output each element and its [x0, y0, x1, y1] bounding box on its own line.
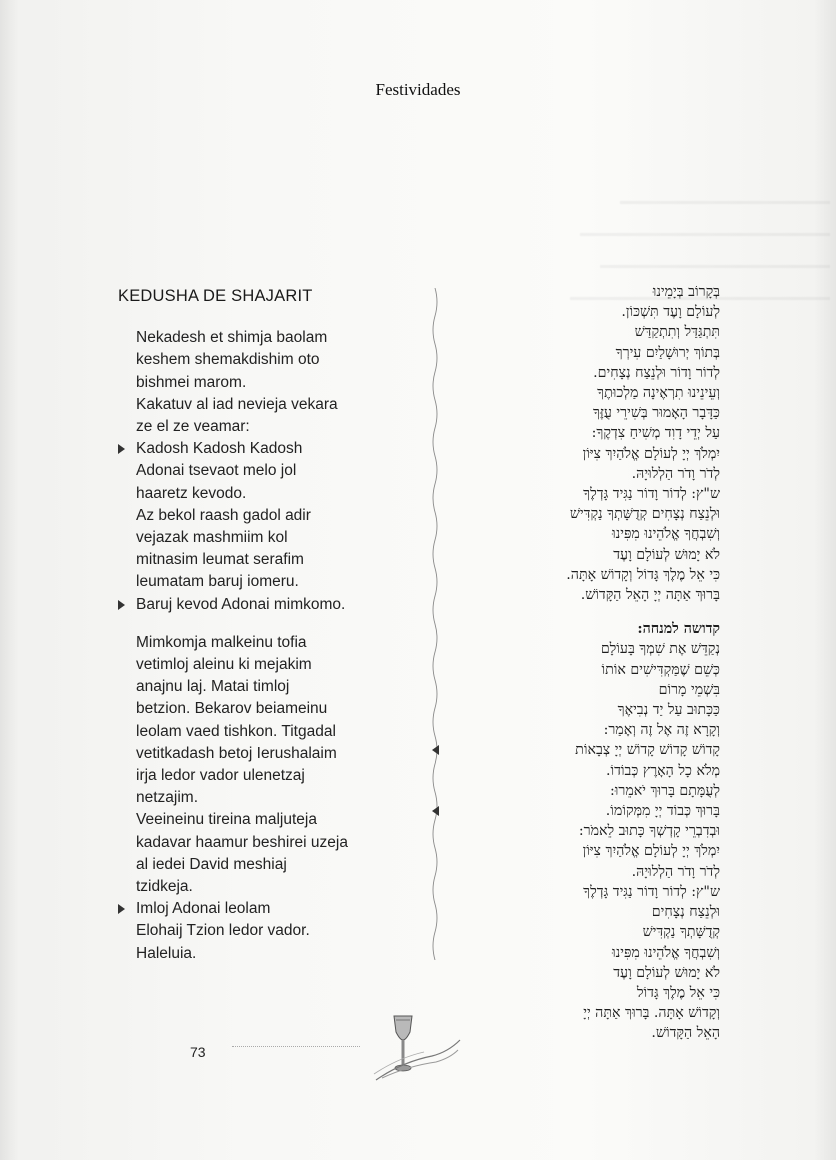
hebrew-line-text: קָדוֹשׁ קָדוֹשׁ קָדוֹשׁ יְיָ צְבָאוֹת [575, 742, 720, 759]
text-line [118, 676, 418, 698]
text-line [118, 394, 418, 416]
hebrew-line [458, 302, 720, 322]
hebrew-line [458, 700, 720, 720]
text-line [118, 743, 418, 765]
hebrew-line-text: כִּי אֵל מֶלֶךְ גָּדוֹל [636, 984, 720, 1001]
hebrew-line [458, 565, 720, 585]
line-text: haaretz kevodo. [136, 484, 247, 502]
hebrew-line [458, 545, 720, 565]
hebrew-line-text: לְעוֹלָם וָעֶד תִּשְׁכּוֹן. [621, 304, 720, 321]
hebrew-line [458, 943, 720, 963]
text-line [118, 876, 418, 898]
text-line [118, 327, 418, 349]
hebrew-line-text: וְקָדוֹשׁ אָתָּה. בָּרוּךְ אַתָּה יְיָ [583, 1005, 720, 1022]
hebrew-line [458, 282, 720, 302]
hebrew-line [458, 801, 720, 821]
text-line [118, 832, 418, 854]
congregation-marker-icon [118, 600, 125, 610]
line-text: Mimkomja malkeinu tofia [136, 633, 307, 651]
text-line [118, 632, 418, 654]
hebrew-line-text: בְּקָרוֹב בְּיָמֵינוּ [652, 284, 720, 300]
hebrew-line [458, 444, 720, 464]
hebrew-line [458, 781, 720, 801]
text-line [118, 483, 418, 505]
page-header-title: Festividades [375, 80, 461, 99]
text-line [118, 594, 418, 616]
text-line [118, 527, 418, 549]
hebrew-line-text: כַּדָּבָר הָאָמוּר בְּשִׁירֵי עֻזֶּךָ [592, 405, 720, 422]
hebrew-line [458, 403, 720, 423]
line-text: Veeineinu tireina maljuteja [136, 811, 317, 829]
line-text: Baruj kevod Adonai mimkomo. [136, 595, 346, 613]
text-line [118, 372, 418, 394]
line-text: anajnu laj. Matai timloj [136, 678, 290, 696]
transliteration-paragraph [118, 632, 418, 965]
line-text: Adonai tsevaot melo jol [136, 462, 297, 480]
hebrew-line [458, 383, 720, 403]
hebrew-line-text: יִמְלֹךְ יְיָ לְעוֹלָם אֱלֹהַיִךְ צִיּוֹן [582, 843, 720, 860]
text-line [118, 416, 418, 438]
hebrew-line [458, 882, 720, 902]
hebrew-block-minja [458, 639, 720, 1043]
wavy-column-divider [428, 288, 442, 960]
line-text: vetimloj aleinu ki mejakim [136, 656, 312, 674]
line-text: Az bekol raash gadol adir [136, 506, 311, 524]
hebrew-line [458, 343, 720, 363]
line-text: mitnasim leumat serafim [136, 551, 304, 569]
line-text: Nekadesh et shimja baolam [136, 329, 328, 347]
text-line [118, 787, 418, 809]
hebrew-line [458, 963, 720, 983]
hebrew-line [458, 902, 720, 922]
hebrew-block-shajarit [458, 282, 720, 605]
hebrew-line [458, 720, 720, 740]
hebrew-line-text: נְקַדֵּשׁ אֶת שִׁמְךָ בָּעוֹלָם [600, 641, 720, 658]
hebrew-line-text: וְשִׁבְחֲךָ אֱלֹהֵינוּ מִפִּינוּ [612, 526, 720, 543]
transliteration-paragraph [118, 327, 418, 616]
hebrew-line [458, 639, 720, 659]
hebrew-line [458, 680, 720, 700]
text-line [118, 571, 418, 593]
text-line [118, 505, 418, 527]
congregation-marker-icon [118, 444, 125, 454]
line-text: leumatam baruj iomeru. [136, 573, 299, 591]
section-title: KEDUSHA DE SHAJARIT [118, 287, 313, 305]
text-line [118, 898, 418, 920]
text-line [118, 698, 418, 720]
hebrew-section-title: קדושה למנחה: [637, 621, 720, 638]
hebrew-line-text: לְדֹר וָדֹר הַלְלוּיָהּ. [631, 863, 720, 880]
line-text: kadavar haamur beshirei uzeja [136, 833, 348, 851]
congregation-marker-icon [432, 806, 439, 816]
text-line [118, 920, 418, 942]
hebrew-line [458, 1003, 720, 1023]
text-line [118, 460, 418, 482]
hebrew-line [458, 983, 720, 1003]
line-text: al iedei David meshiaj [136, 855, 287, 873]
hebrew-line-text: בָּרוּךְ אַתָּה יְיָ הָאֵל הַקָּדוֹשׁ. [580, 587, 720, 604]
hebrew-line-text: לְדוֹר וָדוֹר וּלְנֵצַח נְצָחִים. [593, 364, 720, 381]
hebrew-line-text: יִמְלֹךְ יְיָ לְעוֹלָם אֱלֹהַיִךְ צִיּוֹן [582, 445, 720, 462]
hebrew-line-text: הָאֵל הַקָּדוֹשׁ. [651, 1025, 720, 1042]
text-line [118, 721, 418, 743]
hebrew-line [458, 504, 720, 524]
hebrew-line [458, 464, 720, 484]
line-text: Kadosh Kadosh Kadosh [136, 440, 303, 458]
hebrew-line-text: וְקָרָא זֶה אֶל זֶה וְאָמַר: [603, 722, 720, 739]
hebrew-line-text: ש"ץ: לְדוֹר וָדוֹר נַגִּיד גָּדְלֶךָ [583, 883, 720, 900]
line-text: Kakatuv al iad nevieja vekara [136, 395, 338, 413]
text-line [118, 809, 418, 831]
hebrew-line [458, 841, 720, 861]
line-text: tzidkeja. [136, 878, 193, 896]
footer-dotted-rule [232, 1046, 360, 1047]
hebrew-line [458, 821, 720, 841]
line-text: vejazak mashmiim kol [136, 529, 288, 547]
hebrew-line-text: כְּשֵׁם שֶׁמַּקְדִּישִׁים אוֹתוֹ [601, 661, 720, 678]
congregation-marker-icon [432, 745, 439, 755]
hebrew-line [458, 660, 720, 680]
hebrew-line [458, 322, 720, 342]
line-text: Imloj Adonai leolam [136, 900, 271, 918]
hebrew-line [458, 524, 720, 544]
line-text: ze el ze veamar: [136, 418, 250, 436]
text-line [118, 943, 418, 965]
hebrew-line-text: עַל יְדֵי דָוִד מְשִׁיחַ צִדְקֶךָ: [591, 425, 720, 442]
hebrew-line-text: בִּשְׁמֵי מָרוֹם [658, 681, 720, 698]
hebrew-line-text: קְדֻשָּׁתְךָ נַקְדִּישׁ [642, 924, 720, 941]
hebrew-line [458, 484, 720, 504]
hebrew-line [458, 740, 720, 760]
hebrew-line [458, 761, 720, 781]
text-line [118, 854, 418, 876]
text-line [118, 765, 418, 787]
hebrew-line-text: וּלְנֵצַח נְצָחִים קְדֻשָּׁתְךָ נַקְדִּישׁ [569, 506, 720, 523]
page-edge-shadow-left [0, 0, 18, 1160]
hebrew-line-text: וּלְנֵצַח נְצָחִים [651, 904, 720, 921]
line-text: irja ledor vador ulenetzaj [136, 767, 305, 785]
transliteration-paragraphs [118, 327, 418, 965]
hebrew-line-text: וְעֵינֵינוּ תִרְאֶינָה מַלְכוּתֶךָ [597, 385, 720, 402]
hebrew-line-text: מְלֹא כָל הָאָרֶץ כְּבוֹדוֹ. [605, 762, 720, 779]
hebrew-line-text: בָּרוּךְ כְּבוֹד יְיָ מִמְּקוֹמוֹ. [605, 803, 720, 820]
page-edge-shadow-right [814, 0, 836, 1160]
hebrew-line-text: בְּתוֹךְ יְרוּשָׁלַיִם עִירְךָ [615, 344, 720, 361]
hebrew-line [458, 585, 720, 605]
hebrew-line-text: וְשִׁבְחֲךָ אֱלֹהֵינוּ מִפִּינוּ [612, 944, 720, 961]
hebrew-line [458, 423, 720, 443]
hebrew-line-text: וּבְדִבְרֵי קָדְשְׁךָ כָּתוּב לֵאמֹר: [578, 823, 720, 840]
hebrew-line-text: כִּי אֵל מֶלֶךְ גָּדוֹל וְקָדוֹשׁ אָתָּה. [566, 566, 720, 583]
hebrew-line [458, 922, 720, 942]
line-text: leolam vaed tishkon. Titgadal [136, 722, 336, 740]
hebrew-line-text: לֹא יָמוּשׁ לְעוֹלָם וָעֶד [613, 546, 720, 563]
text-line [118, 438, 418, 460]
text-line [118, 654, 418, 676]
line-text: netzajim. [136, 789, 199, 807]
line-text: Haleluia. [136, 944, 197, 962]
text-line [118, 349, 418, 371]
line-text: bishmei marom. [136, 373, 247, 391]
kiddush-cup-icon [372, 1010, 462, 1082]
page-number: 73 [190, 1044, 206, 1060]
hebrew-column [458, 282, 720, 1044]
line-text: vetitkadash betoj Ierushalaim [136, 744, 337, 762]
hebrew-line [458, 862, 720, 882]
hebrew-line-text: לְדֹר וָדֹר הַלְלוּיָהּ. [631, 465, 720, 482]
hebrew-line-text: לְעֻמָּתָם בָּרוּךְ יֹאמֵרוּ: [609, 782, 720, 799]
hebrew-line-text: תִּתְגַּדַּל וְתִתְקַדַּשׁ [634, 324, 720, 341]
congregation-marker-icon [118, 904, 125, 914]
hebrew-line-text: ש"ץ: לְדוֹר וָדוֹר נַגִּיד גָּדְלֶךָ [583, 486, 720, 503]
hebrew-line-text: לֹא יָמוּשׁ לְעוֹלָם וָעֶד [613, 964, 720, 981]
line-text: betzion. Bekarov beiameinu [136, 700, 328, 718]
text-line [118, 549, 418, 571]
line-text: Elohaij Tzion ledor vador. [136, 922, 310, 940]
transliteration-column [118, 285, 418, 981]
hebrew-line [458, 363, 720, 383]
line-text: keshem shemakdishim oto [136, 351, 320, 369]
hebrew-line [458, 1023, 720, 1043]
hebrew-line-text: כַּכָּתוּב עַל יַד נְבִיאֶךָ [617, 702, 720, 719]
